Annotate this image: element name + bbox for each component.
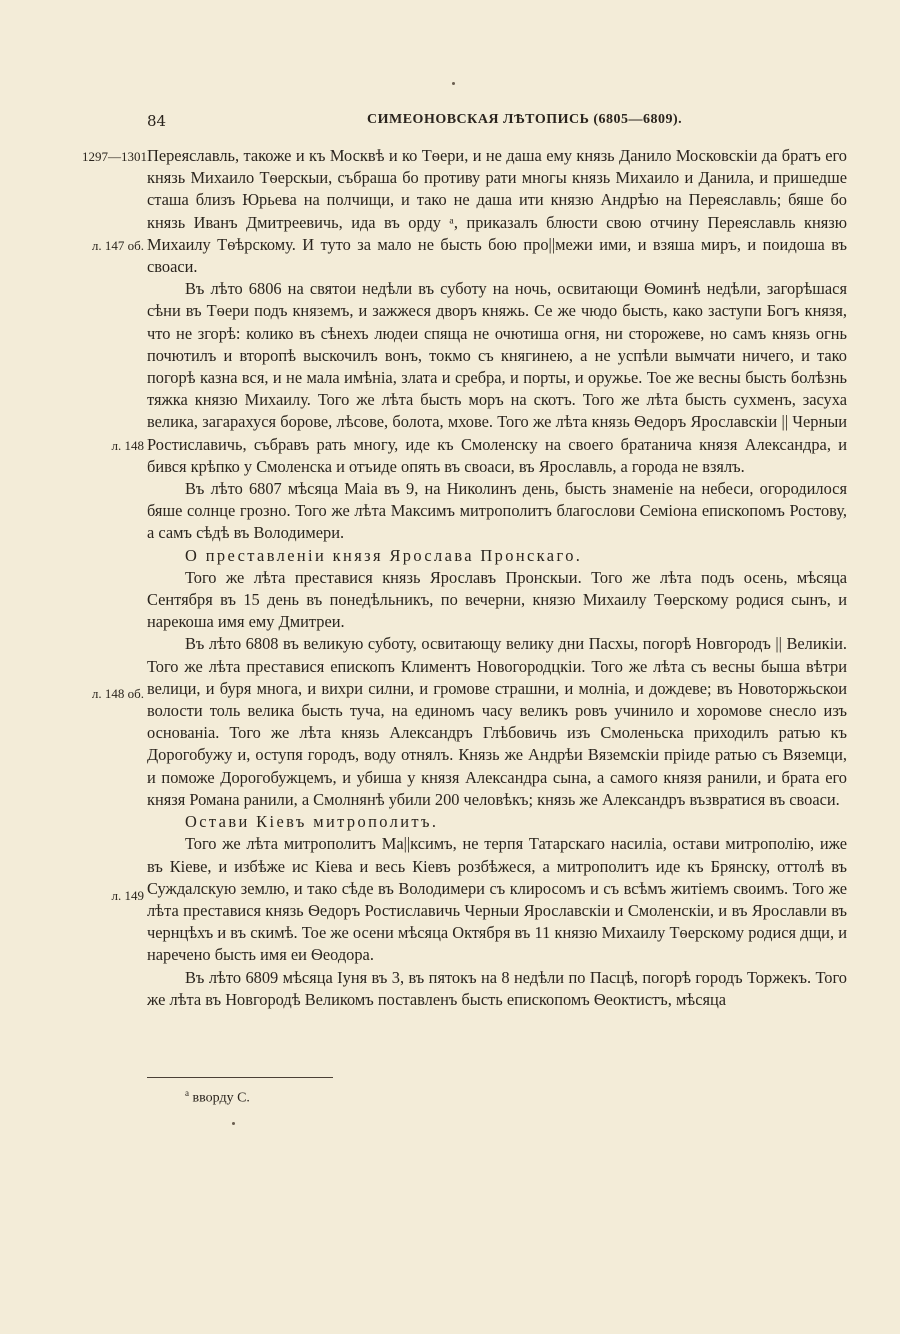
margin-note-folio-149: л. 149 — [111, 888, 144, 903]
margin-note-folio-148: л. 148 — [111, 438, 144, 453]
chronicle-text — [147, 145, 847, 1011]
footnote — [185, 1088, 250, 1107]
margin-note-years: 1297—1301 — [82, 149, 147, 164]
paragraph: Въ лѣто 6809 мѣсяца Іуня въ 3, въ пятокъ на 8 недѣли по Пасцѣ, погорѣ городъ Торжекъ. Того же лѣта въ Новгородѣ Великомъ поставленъ бысть епископомъ Ѳеоктистъ, мѣсяца — [147, 967, 847, 1009]
paper-speck — [452, 82, 455, 85]
footnote-divider — [147, 1077, 333, 1078]
paragraph: Въ лѣто 6807 мѣсяца Маіа въ 9, на Николинъ день, бысть знаменіе на небеси, огородилося бяше солнце грозно. Того же лѣта Максимъ митрополитъ благослови Семіона епископомъ Ростову, а самъ сѣдѣ въ Володимери. — [147, 479, 847, 543]
margin-note-folio-148v: л. 148 об. — [91, 686, 144, 701]
section-heading: Остави Кіевъ митрополитъ. — [185, 812, 439, 832]
paragraph: Въ лѣто 6808 въ великую суботу, освитающу велику дни Пасхы, погорѣ Новгородъ || Великіи. Того же лѣта преставися епископъ Климентъ Новогородцкіи. Того же лѣта съ весны быша вѣтри велици, и буря многа, и вихри силни, и громове страшни, и молніа, и дождеве; въ Новоторжьскои волости толь велика бысть туча, на единомъ часу великъ ровъ учинило и хоромове снесло изъ основаніа. Того же лѣта князь Александръ Глѣбовичь изъ Смоленьска приходилъ ратью къ Дорогобужу и, оступя городъ, воду отнялъ. Князь же Андрѣи Вяземскіи пріиде ратью съ Вяземци, и поможе Дорогобужцемъ, и убиша у князя Александра сына, а самого князя ранили, и брата его князя Романа ранили, а Смолнянѣ убили 200 человѣкъ; князь же Александръ възвратися въ своаси. — [147, 634, 847, 809]
page-header — [147, 112, 847, 134]
paragraph: Переяславль, такоже и къ Москвѣ и ко Тѳери, и не даша ему князь Данило Московскіи да братъ его князь Михаило Тѳерскыи, събраша бо противу рати многы князь Михаило и Данила, и пришедше сташа близъ Юрьева на полчищи, и тако не даша ити князю Андрѣю на Переяславль; бяше бо князь Иванъ Дмитреевичь, ида въ орду ᵃ, приказалъ блюсти свою отчину Переяславль князю Михаилу Тѳѣрскому. И туто за мало не бысть бою про||межи ими, и взяша миръ, и поидоша въ своаси. — [147, 146, 847, 277]
running-title: СИМЕОНОВСКАЯ ЛѢТОПИСЬ (6805—6809). — [367, 112, 683, 127]
paragraph: Того же лѣта преставися князь Ярославъ Пронскыи. Того же лѣта подъ осень, мѣсяца Сентября въ 15 день въ понедѣльникъ, по вечерни, князю Михаилу Тѳерскому родися сынъ, и нарекоша имя ему Дмитреи. — [147, 567, 847, 632]
page-number: 84 — [147, 112, 167, 130]
section-heading: О преставленіи князя Ярослава Пронскаго. — [185, 545, 583, 565]
paper-speck — [232, 1122, 235, 1125]
footnote-mark: а — [185, 1088, 189, 1098]
footnote-text: вворду С. — [192, 1090, 250, 1106]
paragraph: Въ лѣто 6806 на святои недѣли въ суботу на ночь, освитающи Ѳоминѣ недѣли, загорѣшася сѣни въ Тѳери подъ княземъ, и зажжеся дворъ княжь. Се же чюдо бысть, како заступи Богъ князя, что не згорѣ: колико въ сѣнехъ людеи спяща не очютиша огня, ни сторожеве, но самъ князь огнь почютилъ и второпѣ выскочилъ вонъ, токмо съ княгинею, а не успѣли вымчати ничего, и тако погорѣ казна вся, и не мала имѣніа, злата и сребра, и порты, и оружье. Тое же весны бысть болѣзнь тяжка князю Михаилу. Того же лѣта бысть моръ на скотъ. Того же лѣта бысть сухменъ, засуха велика, загарахуся борове, лѣсове, болота, мхове. Того же лѣта князь Ѳедоръ Ярославскіи || Черныи Ростиславичь, събравъ рать многу, иде къ Смоленску на своего братанича князя Александра, и бився крѣпко у Смоленска и отъиде опять въ своаси, въ Ярославль, а города не взялъ. — [147, 279, 847, 476]
margin-note-folio-147v: л. 147 об. — [91, 238, 144, 253]
paragraph: Того же лѣта митрополитъ Ма||ксимъ, не терпя Татарскаго насиліа, остави митрополію, иже въ Кіеве, и избѣже ис Кіева и весь Кіевъ розбѣжеся, а митрополитъ иде къ Брянску, оттолѣ въ Суждалскую землю, и тако сѣде въ Володимери съ клиросомъ и съ всѣмъ житіемъ своимъ. Того же лѣта преставися князь Ѳедоръ Ростиславичь Черныи Ярославскіи и Смоленскіи, и въ Ярославли въ чернцѣхъ и въ скимѣ. Тое же осени мѣсяца Октября въ 11 князю Михаилу Тѳерскому родися дщи, и наречено бысть имя еи Ѳеодора. — [147, 834, 847, 965]
